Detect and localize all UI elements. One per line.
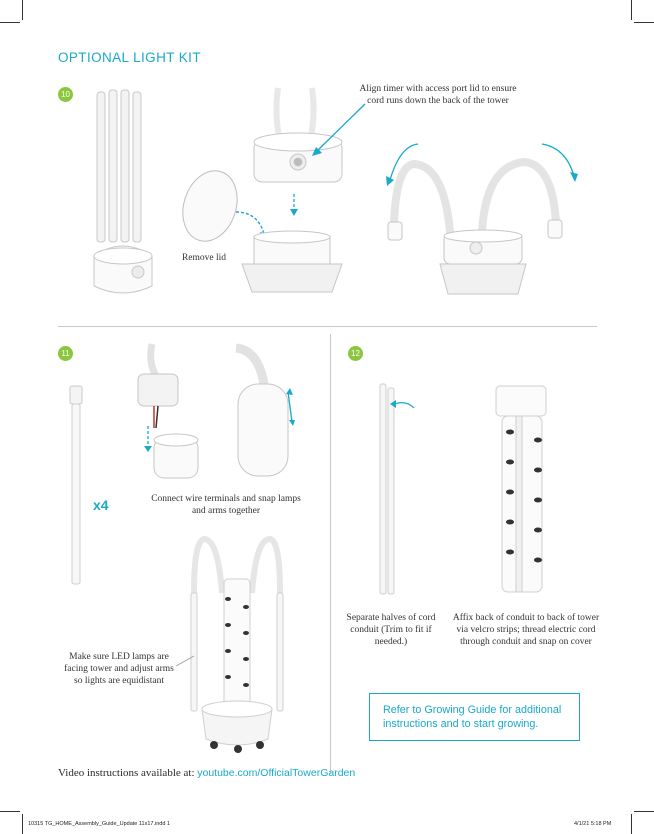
quantity-label: x4 bbox=[93, 497, 109, 513]
tower-base-illustration bbox=[240, 230, 344, 298]
step-10-badge: 10 bbox=[58, 87, 73, 102]
tower-with-conduit-illustration bbox=[486, 382, 564, 598]
lid-illustration bbox=[178, 168, 242, 244]
caption-affix-conduit: Affix back of conduit to back of tower via velcro strips; thread electric cord through conduit and snap on cover bbox=[452, 613, 600, 647]
footer-filename: 10315 TG_HOME_Assembly_Guide_Update 11x17.indd 1 bbox=[28, 821, 170, 827]
tower-with-lights-illustration bbox=[188, 533, 286, 759]
section-divider-vertical bbox=[330, 334, 331, 774]
crop-mark bbox=[0, 811, 20, 812]
video-instructions bbox=[58, 767, 355, 779]
caption-equidistant: Make sure LED lamps are facing tower and adjust arms so lights are equidistant bbox=[64, 652, 174, 686]
section-divider-horizontal bbox=[58, 326, 597, 327]
crop-mark bbox=[0, 22, 20, 23]
section-title: OPTIONAL LIGHT KIT bbox=[58, 50, 201, 65]
crop-mark bbox=[631, 814, 632, 834]
footer-date: 4/1/21 5:18 PM bbox=[574, 821, 612, 827]
video-link[interactable]: youtube.com/OfficialTowerGarden bbox=[197, 767, 356, 779]
crop-mark bbox=[22, 814, 23, 834]
led-lamp-illustration bbox=[66, 384, 86, 588]
equidistant-leader-line bbox=[176, 654, 196, 668]
crop-mark bbox=[22, 0, 23, 20]
wire-connector-illustration bbox=[130, 342, 210, 482]
timer-pointer-arrow bbox=[310, 100, 370, 160]
growing-guide-callout: Refer to Growing Guide for additional instructions and to start growing. bbox=[369, 693, 580, 741]
video-label: Video instructions available at: bbox=[58, 767, 195, 779]
crop-mark bbox=[634, 811, 654, 812]
step-11-badge: 11 bbox=[58, 346, 73, 361]
light-kit-assembled-illustration bbox=[88, 86, 158, 300]
crop-mark bbox=[631, 0, 632, 20]
step-12-badge: 12 bbox=[348, 346, 363, 361]
arms-attached-illustration bbox=[384, 136, 584, 302]
down-arrow bbox=[290, 194, 298, 216]
caption-remove-lid: Remove lid bbox=[181, 253, 227, 263]
caption-connect-terminals: Connect wire terminals and snap lamps and arms together bbox=[151, 494, 301, 516]
caption-align-timer: Align timer with access port lid to ensure cord runs down the back of the tower bbox=[359, 84, 517, 106]
cord-conduit-illustration bbox=[376, 382, 420, 598]
caption-separate-conduit: Separate halves of cord conduit (Trim to fit if needed.) bbox=[346, 613, 436, 647]
crop-mark bbox=[634, 22, 654, 23]
arm-lamp-snap-illustration bbox=[228, 344, 300, 482]
